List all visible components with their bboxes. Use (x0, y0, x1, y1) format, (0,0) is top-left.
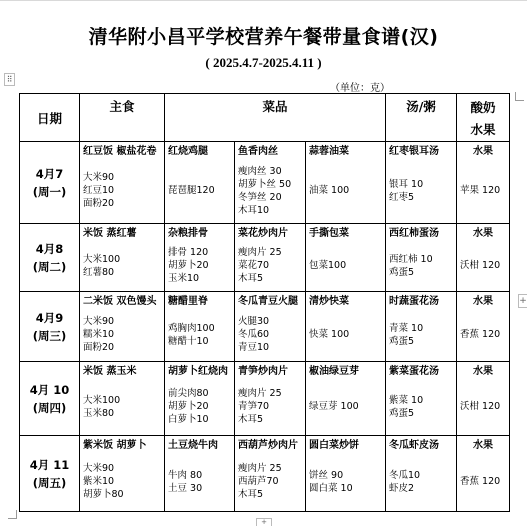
ingredient-list (306, 379, 385, 413)
date-cell (20, 436, 80, 512)
ingredient: 红枣5 (389, 192, 415, 203)
dish2-name: 冬瓜青豆火腿 (238, 296, 298, 307)
ingredient: 鸡蛋5 (389, 408, 415, 419)
ingredient-list (457, 379, 509, 413)
ingredient: 青菜 10 (389, 323, 424, 334)
dish3-name: 椒油绿豆芽 (309, 366, 359, 377)
ingredient: 大米100 (83, 395, 121, 406)
ingredient: 西红柿 10 (389, 254, 433, 265)
staple-cell (80, 436, 165, 512)
day-weekday: (周四) (32, 400, 67, 415)
date-cell (20, 224, 80, 292)
dish1-name: 糖醋里脊 (168, 296, 208, 307)
day-date: 4月9 (35, 310, 64, 325)
ingredient: 包菜100 (309, 260, 347, 271)
ingredient: 冬瓜10 (389, 470, 421, 481)
ingredient: 糖醋十10 (168, 336, 209, 347)
header-yogurt-fruit: 酸奶 水果 (457, 94, 510, 142)
fruit-name: 水果 (473, 366, 493, 377)
menu-table (19, 93, 510, 512)
dish1-name: 杂粮排骨 (168, 228, 208, 239)
ingredient: 玉米80 (83, 408, 115, 419)
dish2-name: 青笋炒肉片 (238, 366, 288, 377)
ingredient: 西葫芦70 (238, 476, 279, 487)
dish2-cell (235, 142, 306, 224)
day-row (20, 292, 510, 362)
ingredient-list (386, 159, 456, 204)
ingredient: 木耳5 (238, 414, 264, 425)
ingredient-list (306, 159, 385, 197)
ingredient: 大米100 (83, 254, 121, 265)
dish3-cell (306, 292, 386, 362)
ingredient: 沃柑 120 (460, 260, 501, 271)
staple-cell (80, 142, 165, 224)
ingredient: 圆白菜 10 (309, 483, 353, 494)
add-row-icon[interactable]: + (256, 518, 272, 526)
fruit-cell (457, 292, 510, 362)
dish1-name: 胡萝卜红烧肉 (168, 366, 228, 377)
ingredient: 冬瓜60 (238, 329, 270, 340)
ingredient-list (80, 453, 164, 501)
ingredient: 沃柑 120 (460, 401, 501, 412)
ingredient-list (235, 159, 305, 217)
date-cell (20, 292, 80, 362)
dish1-name: 土豆烧牛肉 (168, 440, 218, 451)
ingredient: 大米90 (83, 463, 115, 474)
ingredient: 青笋70 (238, 401, 270, 412)
soup-cell (386, 142, 457, 224)
dish3-name: 蒜蓉油菜 (309, 146, 349, 157)
header-soup: 汤/粥 (386, 94, 457, 142)
day-date: 4月7 (35, 166, 64, 181)
header-dishes: 菜品 (165, 94, 386, 142)
ingredient: 鸡蛋5 (389, 267, 415, 278)
ingredient-list (386, 309, 456, 348)
ingredient: 虾皮2 (389, 483, 415, 494)
soup-name: 冬瓜虾皮汤 (389, 440, 439, 451)
ingredient: 银耳 10 (389, 179, 424, 190)
staple-name: 米饭 蒸红薯 (83, 228, 137, 239)
soup-cell (386, 436, 457, 512)
soup-name: 红枣银耳汤 (389, 146, 439, 157)
date-cell (20, 362, 80, 436)
ingredient: 饼丝 90 (309, 470, 344, 481)
ingredient: 红豆10 (83, 185, 115, 196)
ingredient: 鸡蛋5 (389, 336, 415, 347)
day-weekday: (周二) (32, 259, 67, 274)
ingredient: 琵琶腿120 (168, 185, 215, 196)
fruit-name: 水果 (473, 440, 493, 451)
dish2-name: 菜花炒肉片 (238, 228, 288, 239)
ingredient-list (165, 309, 234, 348)
day-weekday: (周五) (32, 475, 67, 490)
ingredient-list (80, 241, 164, 279)
dish1-cell (165, 142, 235, 224)
ingredient: 油菜 100 (309, 185, 350, 196)
menu-title: 清华附小昌平学校营养午餐带量食谱(汉) (88, 26, 439, 48)
ingredient-list (457, 309, 509, 341)
ingredient: 胡萝卜20 (168, 401, 209, 412)
ingredient: 木耳10 (238, 205, 270, 216)
ingredient: 菜花70 (238, 260, 270, 271)
dish1-name: 红烧鸡腿 (168, 146, 208, 157)
dish3-name: 圆白菜炒饼 (309, 440, 359, 451)
ingredient: 鸡胸肉100 (168, 323, 215, 334)
ingredient-list (386, 241, 456, 279)
unit-note: （单位：克） (330, 83, 390, 94)
ingredient: 糯米10 (83, 329, 115, 340)
ingredient: 排骨 120 (168, 247, 209, 258)
day-weekday: (周三) (32, 328, 67, 343)
soup-cell (386, 224, 457, 292)
staple-cell (80, 224, 165, 292)
ingredient: 白萝卜10 (168, 414, 209, 425)
ingredient: 胡萝卜丝 50 (238, 179, 292, 190)
dish2-cell (235, 224, 306, 292)
dish3-name: 手撕包菜 (309, 228, 349, 239)
ingredient: 快菜 100 (309, 329, 350, 340)
header-date: 日期 (20, 94, 80, 142)
ingredient-list (457, 453, 509, 488)
dish3-cell (306, 224, 386, 292)
fruit-cell (457, 142, 510, 224)
ingredient-list (235, 379, 305, 426)
dish2-cell (235, 436, 306, 512)
soup-name: 紫菜蛋花汤 (389, 366, 439, 377)
ingredient-list (306, 241, 385, 272)
fruit-name: 水果 (473, 228, 493, 239)
table-move-handle-icon[interactable]: ⠿ (4, 73, 15, 86)
ingredient: 大米90 (83, 172, 115, 183)
day-row (20, 142, 510, 224)
day-date: 4月 10 (29, 382, 70, 397)
fruit-cell (457, 436, 510, 512)
ingredient-list (457, 159, 509, 197)
ingredient-list (235, 453, 305, 501)
day-row (20, 362, 510, 436)
dish2-cell (235, 292, 306, 362)
ingredient: 玉米10 (168, 273, 200, 284)
ingredient: 紫米10 (83, 476, 115, 487)
ingredient: 大米90 (83, 316, 115, 327)
ingredient: 冬笋丝 20 (238, 192, 282, 203)
ingredient: 面粉20 (83, 342, 115, 353)
ingredient-list (165, 159, 234, 197)
ingredient: 苹果 120 (460, 185, 501, 196)
soup-name: 时蔬蛋花汤 (389, 296, 439, 307)
ingredient: 香蕉 120 (460, 329, 501, 340)
staple-cell (80, 292, 165, 362)
ingredient: 火腿30 (238, 316, 270, 327)
staple-name: 紫米饭 胡萝卜 (83, 440, 147, 451)
ingredient: 瘦肉片 25 (238, 388, 282, 399)
dish3-name: 清炒快菜 (309, 296, 349, 307)
margin-corner-mark (8, 510, 17, 519)
soup-cell (386, 362, 457, 436)
ingredient: 红薯80 (83, 267, 115, 278)
ingredient: 前尖肉80 (168, 388, 209, 399)
dish2-cell (235, 362, 306, 436)
dish2-name: 鱼香肉丝 (238, 146, 278, 157)
staple-name: 红豆饭 椒盐花卷 (83, 146, 157, 157)
soup-cell (386, 292, 457, 362)
ingredient: 木耳5 (238, 489, 264, 500)
dish3-cell (306, 142, 386, 224)
dish3-cell (306, 436, 386, 512)
fruit-cell (457, 224, 510, 292)
ingredient: 香蕉 120 (460, 476, 501, 487)
dish1-cell (165, 224, 235, 292)
fruit-name: 水果 (473, 296, 493, 307)
ingredient-list (386, 379, 456, 420)
ingredient-list (80, 159, 164, 210)
ingredient: 面粉20 (83, 198, 115, 209)
ingredient: 胡萝卜80 (83, 489, 124, 500)
ingredient: 胡萝卜20 (168, 260, 209, 271)
ingredient-list (80, 379, 164, 420)
ingredient: 土豆 30 (168, 483, 203, 494)
add-column-icon[interactable]: + (519, 296, 527, 306)
ingredient: 瘦肉丝 30 (238, 166, 282, 177)
ingredient-list (235, 309, 305, 354)
page-top-border (0, 0, 527, 1)
ingredient: 紫菜 10 (389, 395, 424, 406)
header-staple: 主食 (80, 94, 165, 142)
dish1-cell (165, 292, 235, 362)
ingredient-list (386, 453, 456, 495)
dish3-cell (306, 362, 386, 436)
day-row (20, 436, 510, 512)
ingredient-list (165, 379, 234, 426)
day-weekday: (周一) (32, 184, 67, 199)
ingredient-list (235, 241, 305, 285)
ingredient-list (306, 309, 385, 341)
header-row (20, 94, 510, 142)
ingredient: 牛肉 80 (168, 470, 203, 481)
ingredient: 木耳5 (238, 273, 264, 284)
staple-name: 二米饭 双色馒头 (83, 296, 157, 307)
ingredient: 瘦肉片 25 (238, 463, 282, 474)
ingredient: 绿豆芽 100 (309, 401, 359, 412)
soup-name: 西红柿蛋汤 (389, 228, 439, 239)
ingredient-list (457, 241, 509, 272)
dish2-name: 西葫芦炒肉片 (238, 440, 298, 451)
day-date: 4月8 (35, 241, 64, 256)
dish1-cell (165, 362, 235, 436)
margin-corner-mark (515, 92, 524, 101)
ingredient-list (80, 309, 164, 354)
date-cell (20, 142, 80, 224)
staple-cell (80, 362, 165, 436)
ingredient-list (306, 453, 385, 495)
ingredient-list (165, 241, 234, 285)
date-range: ( 2025.4.7-2025.4.11 ) (205, 55, 322, 70)
fruit-name: 水果 (473, 146, 493, 157)
dish1-cell (165, 436, 235, 512)
fruit-cell (457, 362, 510, 436)
day-date: 4月 11 (29, 457, 70, 472)
ingredient: 青豆10 (238, 342, 270, 353)
ingredient-list (165, 453, 234, 495)
ingredient: 瘦肉片 25 (238, 247, 282, 258)
day-row (20, 224, 510, 292)
staple-name: 米饭 蒸玉米 (83, 366, 137, 377)
